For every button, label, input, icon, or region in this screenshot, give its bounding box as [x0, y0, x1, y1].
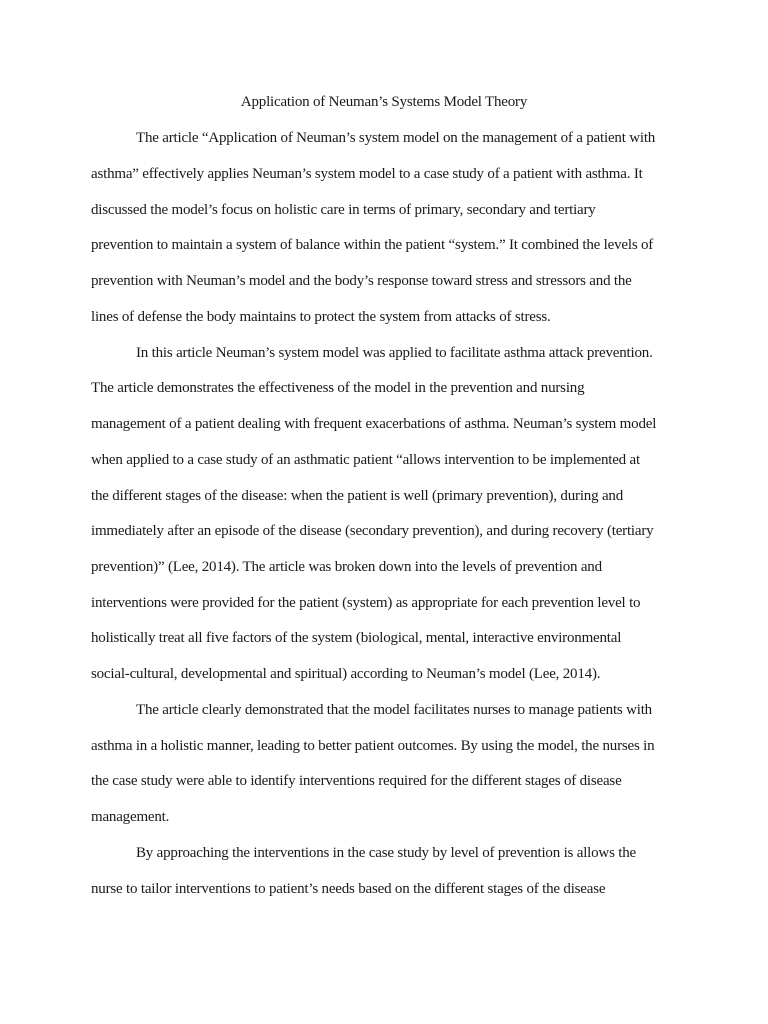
- text-line: asthma” effectively applies Neuman’s system model to a case study of a patient with asthma. It: [91, 166, 643, 182]
- text-line: immediately after an episode of the disease (secondary prevention), and during recovery (tertiary: [91, 523, 654, 539]
- text-line: The article clearly demonstrated that the model facilitates nurses to manage patients with: [136, 702, 652, 718]
- text-line: In this article Neuman’s system model was applied to facilitate asthma attack prevention.: [136, 345, 653, 361]
- text-line: management of a patient dealing with frequent exacerbations of asthma. Neuman’s system model: [91, 416, 657, 432]
- text-line: prevention with Neuman’s model and the body’s response toward stress and stressors and the: [91, 273, 632, 289]
- text-line: when applied to a case study of an asthmatic patient “allows intervention to be implemented at: [91, 452, 640, 468]
- text-line: The article “Application of Neuman’s system model on the management of a patient with: [136, 130, 656, 146]
- document-title: Application of Neuman’s Systems Model Theory: [240, 94, 528, 110]
- text-line: prevention)” (Lee, 2014). The article was broken down into the levels of prevention and: [91, 559, 602, 575]
- text-line: lines of defense the body maintains to protect the system from attacks of stress.: [91, 309, 551, 325]
- text-line: The article demonstrates the effectiveness of the model in the prevention and nursing: [91, 380, 585, 396]
- text-line: discussed the model’s focus on holistic care in terms of primary, secondary and tertiary: [91, 202, 596, 218]
- text-line: asthma in a holistic manner, leading to better patient outcomes. By using the model, the nurses in: [91, 738, 655, 754]
- text-line: prevention to maintain a system of balance within the patient “system.” It combined the levels of: [91, 237, 654, 253]
- text-line: interventions were provided for the patient (system) as appropriate for each prevention level to: [91, 595, 641, 611]
- text-line: the different stages of the disease: when the patient is well (primary prevention), during and: [91, 488, 624, 504]
- text-line: management.: [91, 809, 170, 825]
- text-line: nurse to tailor interventions to patient’s needs based on the different stages of the disease: [91, 881, 606, 897]
- text-line: social-cultural, developmental and spiritual) according to Neuman’s model (Lee, 2014).: [91, 666, 601, 682]
- text-line: By approaching the interventions in the case study by level of prevention is allows the: [136, 845, 636, 861]
- text-line: holistically treat all five factors of the system (biological, mental, interactive environmental: [91, 630, 622, 646]
- text-line: the case study were able to identify interventions required for the different stages of disease: [91, 773, 622, 789]
